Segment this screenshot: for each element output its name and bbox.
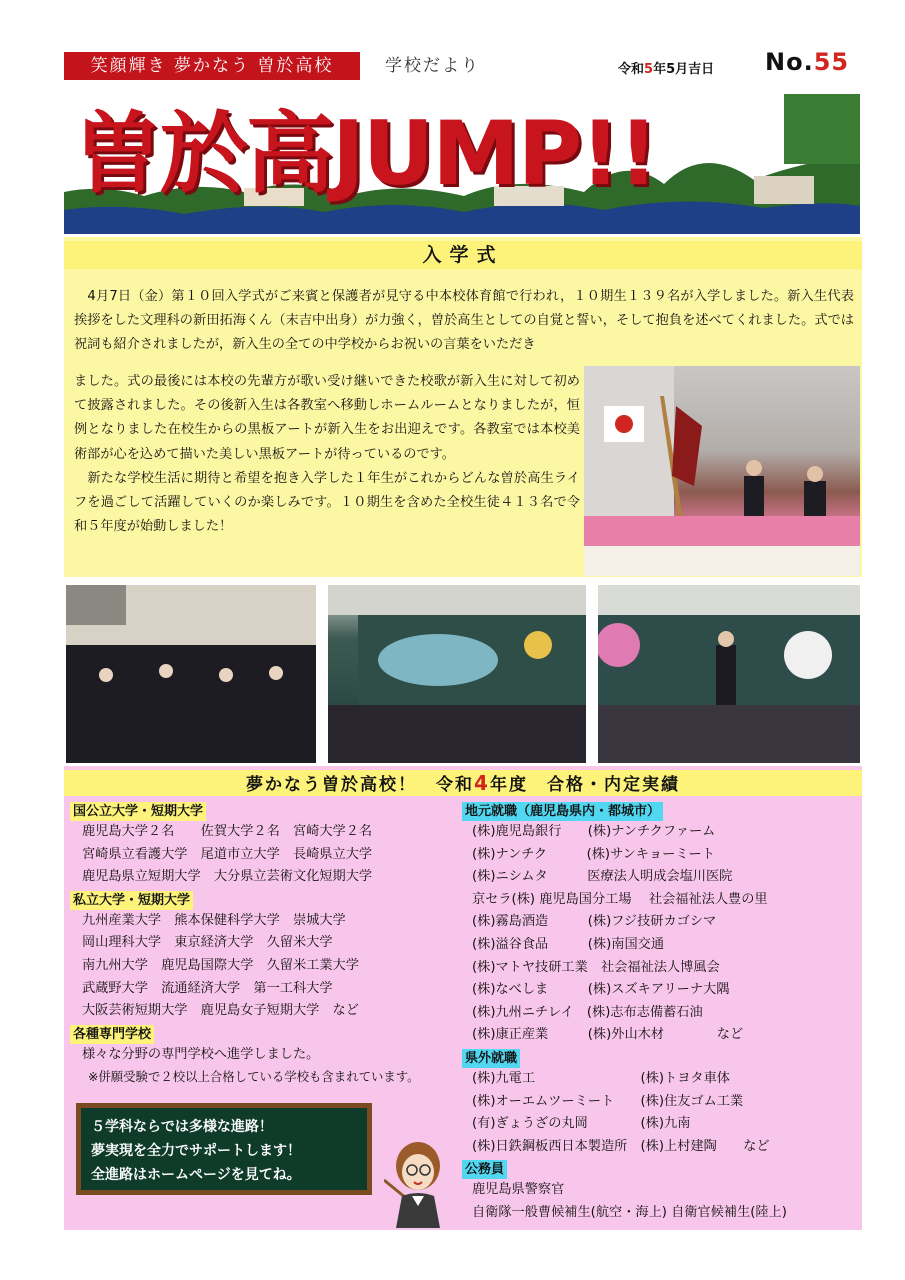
list-item: 様々な分野の専門学校へ進学しました。 — [82, 1046, 320, 1062]
masthead — [64, 84, 860, 234]
list-item: (株)オーエムツーミート (株)住友ゴム工業 — [472, 1093, 744, 1109]
list-item: (株)霧島酒造 (株)フジ技研カゴシマ — [472, 914, 717, 930]
national-university-tag: 国公立大学・短期大学 — [70, 802, 206, 821]
list-item: 大阪芸術短期大学 鹿児島女子短期大学 など — [82, 1003, 359, 1019]
employment-column — [462, 800, 862, 1225]
list-item: 自衛隊一般曹候補生(航空・海上) 自衛官候補生(陸上) — [472, 1204, 787, 1220]
results-heading: 夢かなう曽於高校！ 令和4年度 合格・内定実績 — [64, 770, 862, 796]
list-item: 鹿児島県警察官 — [472, 1182, 565, 1198]
gymnasium-photo — [66, 585, 316, 763]
entrance-text-block — [74, 370, 580, 539]
public-service-tag: 公務員 — [462, 1160, 507, 1179]
local-employment-tag: 地元就職（鹿児島県内・都城市） — [462, 802, 663, 821]
teacher-illustration — [384, 1140, 450, 1228]
university-column — [70, 800, 450, 1089]
blackboard-art-photo-2 — [598, 585, 860, 763]
blackboard-art-photo-1 — [328, 585, 586, 763]
list-item: (株)ニシムタ 医療法人明成会塩川医院 — [472, 869, 733, 885]
issue-date: 令和5年5月吉日 — [618, 62, 715, 77]
list-item: 南九州大学 鹿児島国際大学 久留米工業大学 — [82, 957, 359, 973]
blackboard-line-3: 全進路はホームページを見てね。 — [91, 1167, 301, 1183]
blackboard-message — [76, 1103, 372, 1195]
list-item: (株)マトヤ技研工業 社会福祉法人博風会 — [472, 959, 720, 975]
list-item: 鹿児島大学２名 佐賀大学２名 宮崎大学２名 — [82, 824, 373, 839]
list-item: (株)鹿児島銀行 (株)ナンチクファーム — [472, 824, 716, 839]
outside-employment-tag: 県外就職 — [462, 1049, 520, 1068]
entrance-heading: 入学式 — [64, 241, 862, 269]
list-item: (株)ナンチク (株)サンキョーミート — [472, 846, 715, 862]
list-item: (株)九州ニチレイ (株)志布志備蓄石油 — [472, 1004, 703, 1020]
vocational-school-tag: 各種専門学校 — [70, 1025, 154, 1044]
list-item: 九州産業大学 熊本保健科学大学 崇城大学 — [82, 912, 346, 928]
newsletter-title: 曽於高JUMP!! — [74, 102, 657, 205]
list-item: (株)日鉄鋼板西日本製造所 (株)上村建陶 など — [472, 1138, 770, 1154]
list-item: (株)なべしま (株)スズキアリーナ大隅 — [472, 982, 730, 998]
entrance-paragraph-2: ました。式の最後には本校の先輩方が歌い受け継いできた校歌が新入生に対して初めて披露されました。その後新入生は各教室へ移動しホームルームとなりましたが，恒例となりました在校生からの黒板アートが新入生をお出迎えです。各教室では本校美術部が心を込めて描いた美しい黒板アートが待っているのです。 — [74, 374, 580, 462]
blackboard-line-2: 夢実現を全力でサポートします！ — [91, 1143, 301, 1159]
list-item: (株)九電工 (株)トヨタ車体 — [472, 1070, 730, 1086]
newsletter-type: 学校だより — [385, 56, 480, 76]
entrance-paragraph-3: 新たな学校生活に期待と希望を抱き入学した１年生がこれからどんな曽於高生ライフを過ごして活躍していくのか楽しみです。１０期生を含めた全校生徒４１３名で令和５年度が始動しました！ — [74, 470, 580, 535]
list-item: (株)溢谷食品 (株)南国交通 — [472, 936, 665, 952]
slogan-banner: 笑顔輝き 夢かなう 曽於高校 — [64, 52, 360, 80]
entrance-paragraph-1: 4月7日（金）第１０回入学式がご来賓と保護者が見守る中本校体育館で行われ，１０期生１３９名が入学しました。新入生代表挨拶をした文理科の新田拓海くん（末吉中出身）が力強く，曽於高生としての自覚と誓い，そして抱負を述べてくれました。式では祝詞も紹介されましたが，新入生の全ての中学校からお祝いの言葉をいただき — [74, 289, 854, 353]
ceremony-photo — [584, 366, 860, 576]
list-item: 宮崎県立看護大学 尾道市立大学 長崎県立大学 — [82, 846, 373, 862]
list-item: 武蔵野大学 流通経済大学 第一工科大学 — [82, 980, 333, 996]
blackboard-line-1: ５学科ならでは多様な進路！ — [91, 1119, 273, 1135]
list-item: 鹿児島県立短期大学 大分県立芸術文化短期大学 — [82, 869, 373, 885]
list-item: (有)ぎょうざの丸岡 (株)九南 — [472, 1116, 691, 1132]
private-university-tag: 私立大学・短期大学 — [70, 891, 193, 910]
list-item: (株)康正産業 (株)外山木材 など — [472, 1027, 744, 1043]
issue-number: No.55 — [765, 48, 850, 76]
list-item: 岡山理科大学 東京経済大学 久留米大学 — [82, 935, 333, 951]
list-item: ※併願受験で２校以上合格している学校も含まれています。 — [88, 1069, 420, 1085]
list-item: 京セラ(株) 鹿児島国分工場 社会福祉法人豊の里 — [472, 891, 768, 907]
